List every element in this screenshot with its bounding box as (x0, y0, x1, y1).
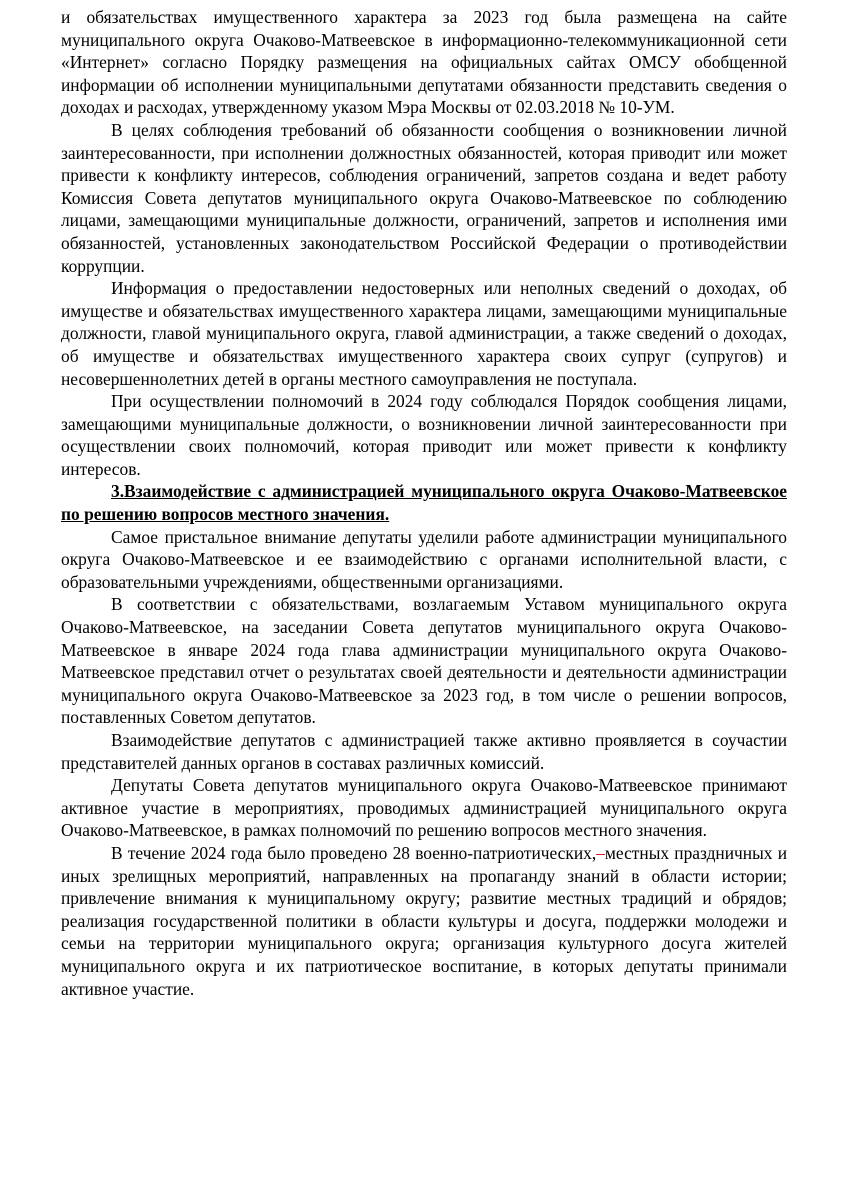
events-text-start: В течение 2024 года было проведено 28 военно-патриотических, (111, 842, 597, 863)
red-dash-mark: – (596, 842, 605, 863)
paragraph-reporting-procedure: При осуществлении полномочий в 2024 году соблюдался Порядок сообщения лицами, замещающими муниципальные должности, о возникновении личной заинтересованности при осуществлении своих полномочий, которая приводит или может привести к конфликту интересов. (61, 391, 787, 479)
paragraph-charter-report: В соответствии с обязательствами, возлагаемым Уставом муниципального округа Очаково-Матвеевское, на заседании Совета депутатов муниципального округа Очаково-Матвеевское в январе 2024 года глава администрации муниципального округа Очаково-Матвеевское представил отчет о результатах своей деятельности и деятельности администрации муниципального округа Очаково-Матвеевское за 2023 год, в том числе о решении вопросов, поставленных Советом депутатов. (61, 594, 787, 728)
section-heading: 3.Взаимодействие с администрацией муниципального округа Очаково-Матвеевское по решению вопросов местного значения. (61, 481, 787, 525)
paragraph-continuation: и обязательствах имущественного характера за 2023 год была размещена на сайте муниципального округа Очаково-Матвеевское в информационно-телекоммуникационной сети «Интернет» согласно Порядку размещения на официальных сайтах ОМСУ обобщенной информации об исполнении муниципальными депутатами обязанности представить сведения о доходах и расходах, утвержденному указом Мэра Москвы от 02.03.2018 № 10-УМ. (61, 7, 787, 118)
events-text-end: местных праздничных и иных зрелищных мероприятий, направленных на пропаганду знаний в области истории; привлечение внимания к муниципальному округу; развитие местных традиций и обрядов; реализация государственной политики в области культуры и досуга, поддержки молодежи и семьи на территории муниципального округа; организация культурного досуга жителей муниципального округа и их патриотическое воспитание, в которых депутаты принимали активное участие. (61, 842, 787, 999)
paragraph-events-participation: Депутаты Совета депутатов муниципального округа Очаково-Матвеевское принимают активное участие в мероприятиях, проводимых администрацией муниципального округа Очаково-Матвеевское, в рамках полномочий по решению вопросов местного значения. (61, 775, 787, 841)
paragraph-commissions: Взаимодействие депутатов с администрацией также активно проявляется в соучастии представителей данных органов в составах различных комиссий. (61, 730, 787, 773)
paragraph-conflict-commission: В целях соблюдения требований об обязанности сообщения о возникновении личной заинтересованности, при исполнении должностных обязанностей, которая приводит или может привести к конфликту интересов, соблюдения ограничений, запретов создана и ведет работу Комиссия Совета депутатов муниципального округа Очаково-Матвеевское по соблюдению лицами, замещающими муниципальные должности, ограничений, запретов и исполнения ими обязанностей, установленных законодательством Российской Федерации о противодействии коррупции. (61, 119, 787, 276)
paragraph-income-info: Информация о предоставлении недостоверных или неполных сведений о доходах, об имуществе и обязательствах имущественного характера лицами, замещающими муниципальные должности, главой муниципального округа, главой администрации, а также сведений о доходах, об имуществе и обязательствах имущественного характера своих супруг (супругов) и несовершеннолетних детей в органы местного самоуправления не поступала. (61, 278, 787, 389)
paragraph-events-2024 (61, 842, 787, 1000)
paragraph-deputies-attention: Самое пристальное внимание депутаты уделили работе администрации муниципального округа Очаково-Матвеевское и ее взаимодействию с органами исполнительной власти, с образовательными учреждениями, общественными организациями. (61, 526, 787, 592)
document-body (61, 6, 787, 1000)
